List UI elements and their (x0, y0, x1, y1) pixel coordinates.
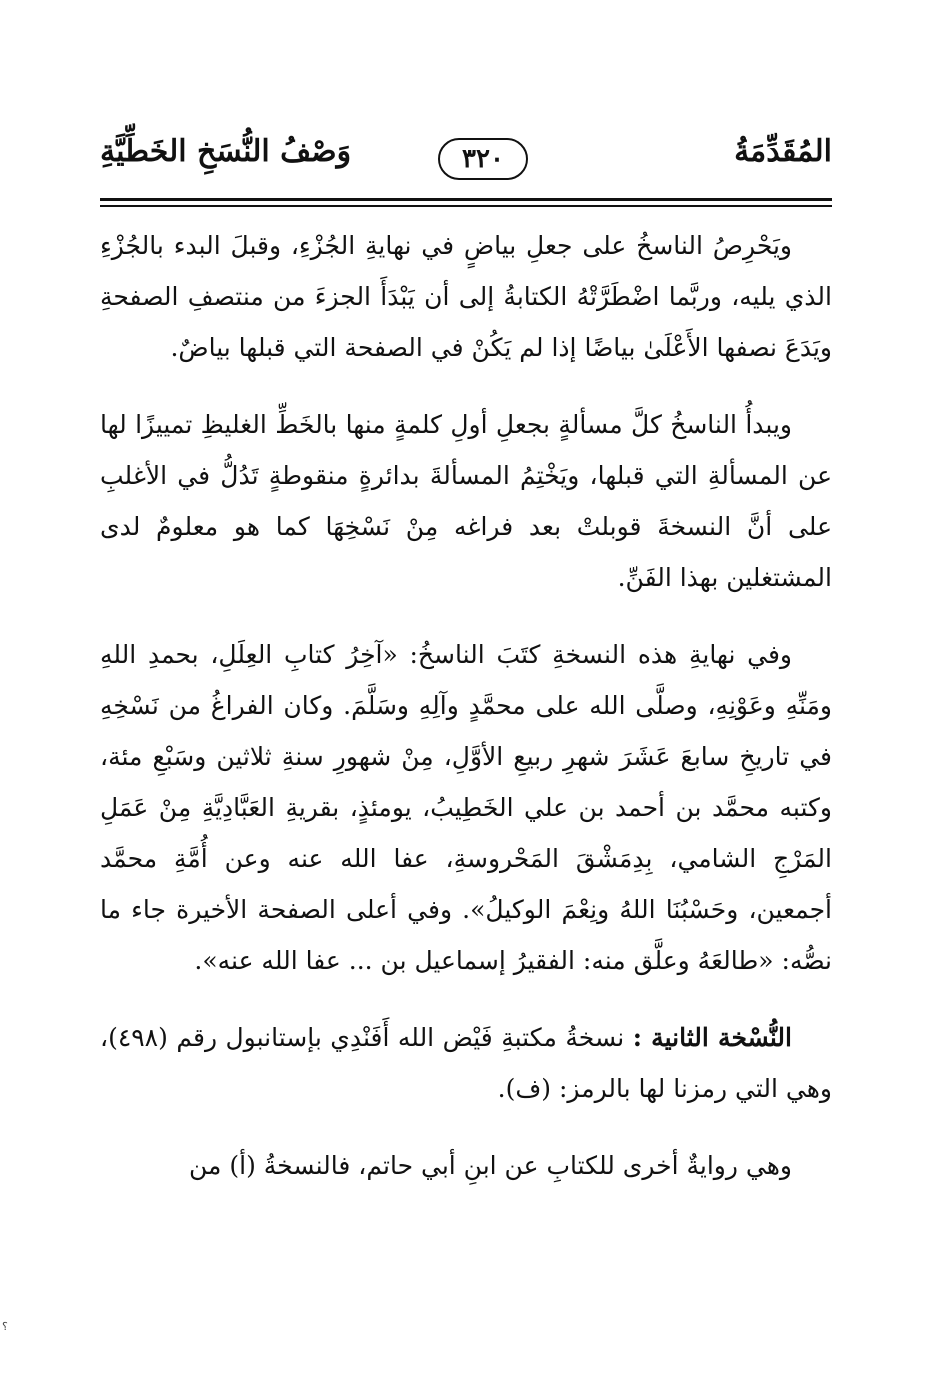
paragraph-4 (100, 1012, 832, 1114)
body-text (100, 220, 832, 1217)
page-header (100, 130, 832, 192)
page-number: ٣٢٠ (438, 138, 528, 180)
running-title: المُقَدِّمَةُ (734, 134, 832, 169)
chapter-title: وَصْفُ النُّسَخِ الخَطِّيَّةِ (100, 134, 352, 169)
paragraph-2: ويبدأُ الناسخُ كلَّ مسألةٍ بجعلِ أولِ كلمةٍ منها بالخَطِّ الغليظِ تمييزًا لها عن المسألةِ التي قبلها، ويَخْتِمُ المسألةَ بدائرةٍ منقوطةٍ تَدُلُّ في الأغلبِ على أنَّ النسخةَ قوبلتْ بعد فراغه مِنْ نَسْخِهَا كما هو معلومٌ لدى المشتغلين بهذا الفَنِّ. (100, 410, 832, 592)
header-rule-thick (100, 198, 832, 201)
margin-mark: ؟ (2, 1320, 8, 1333)
paragraph-3: وفي نهايةِ هذه النسخةِ كتَبَ الناسخُ: «آخِرُ كتابِ العِلَلِ، بحمدِ اللهِ ومَنِّهِ وعَوْنِهِ، وصلَّى الله على محمَّدٍ وآلِهِ وسَلَّمَ. وكان الفراغُ من نَسْخِهِ في تاريخِ سابعَ عَشَرَ شهرِ ربيعِ الأوَّلِ، مِنْ شهورِ سنةِ ثلاثين وسَبْعِ مئة، وكتبه محمَّد بن أحمد بن علي الخَطِيبُ، يومئذٍ، بقريةِ العَبَّادِيَّةِ مِنْ عَمَلِ المَرْجِ الشامي، بِدِمَشْقَ المَحْروسةِ، عفا الله عنه وعن أُمَّةِ محمَّد أجمعين، وحَسْبُنَا اللهُ ونِعْمَ الوكيلُ». وفي أعلى الصفحة الأخيرة جاء ما نصُّه: «طالعَهُ وعلَّق منه: الفقيرُ إسماعيل بن ... عفا الله عنه». (100, 640, 832, 975)
paragraph-4-text: نسخةُ مكتبةِ فَيْض الله أَفَنْدِي بإستانبول رقم (٤٩٨)، وهي التي رمزنا لها بالرمز: (ف). (100, 1023, 832, 1103)
paragraph-1: ويَحْرِصُ الناسخُ على جعلِ بياضٍ في نهايةِ الجُزْءِ، وقبلَ البدء بالجُزْءِ الذي يليه، وربَّما اضْطَرَّتْهُ الكتابةُ إلى أن يَبْدَأَ الجزءَ من منتصفِ الصفحةِ ويَدَعَ نصفها الأَعْلَىٰ بياضًا إذا لم يَكُنْ في الصفحة التي قبلها بياضٌ. (100, 231, 832, 362)
paragraph-5: وهي روايةٌ أخرى للكتابِ عن ابنِ أبي حاتم، فالنسخةُ (أ) من (189, 1151, 792, 1180)
header-rule-thin (100, 205, 832, 207)
manuscript-heading: النُّسْخة الثانية : (632, 1023, 792, 1052)
